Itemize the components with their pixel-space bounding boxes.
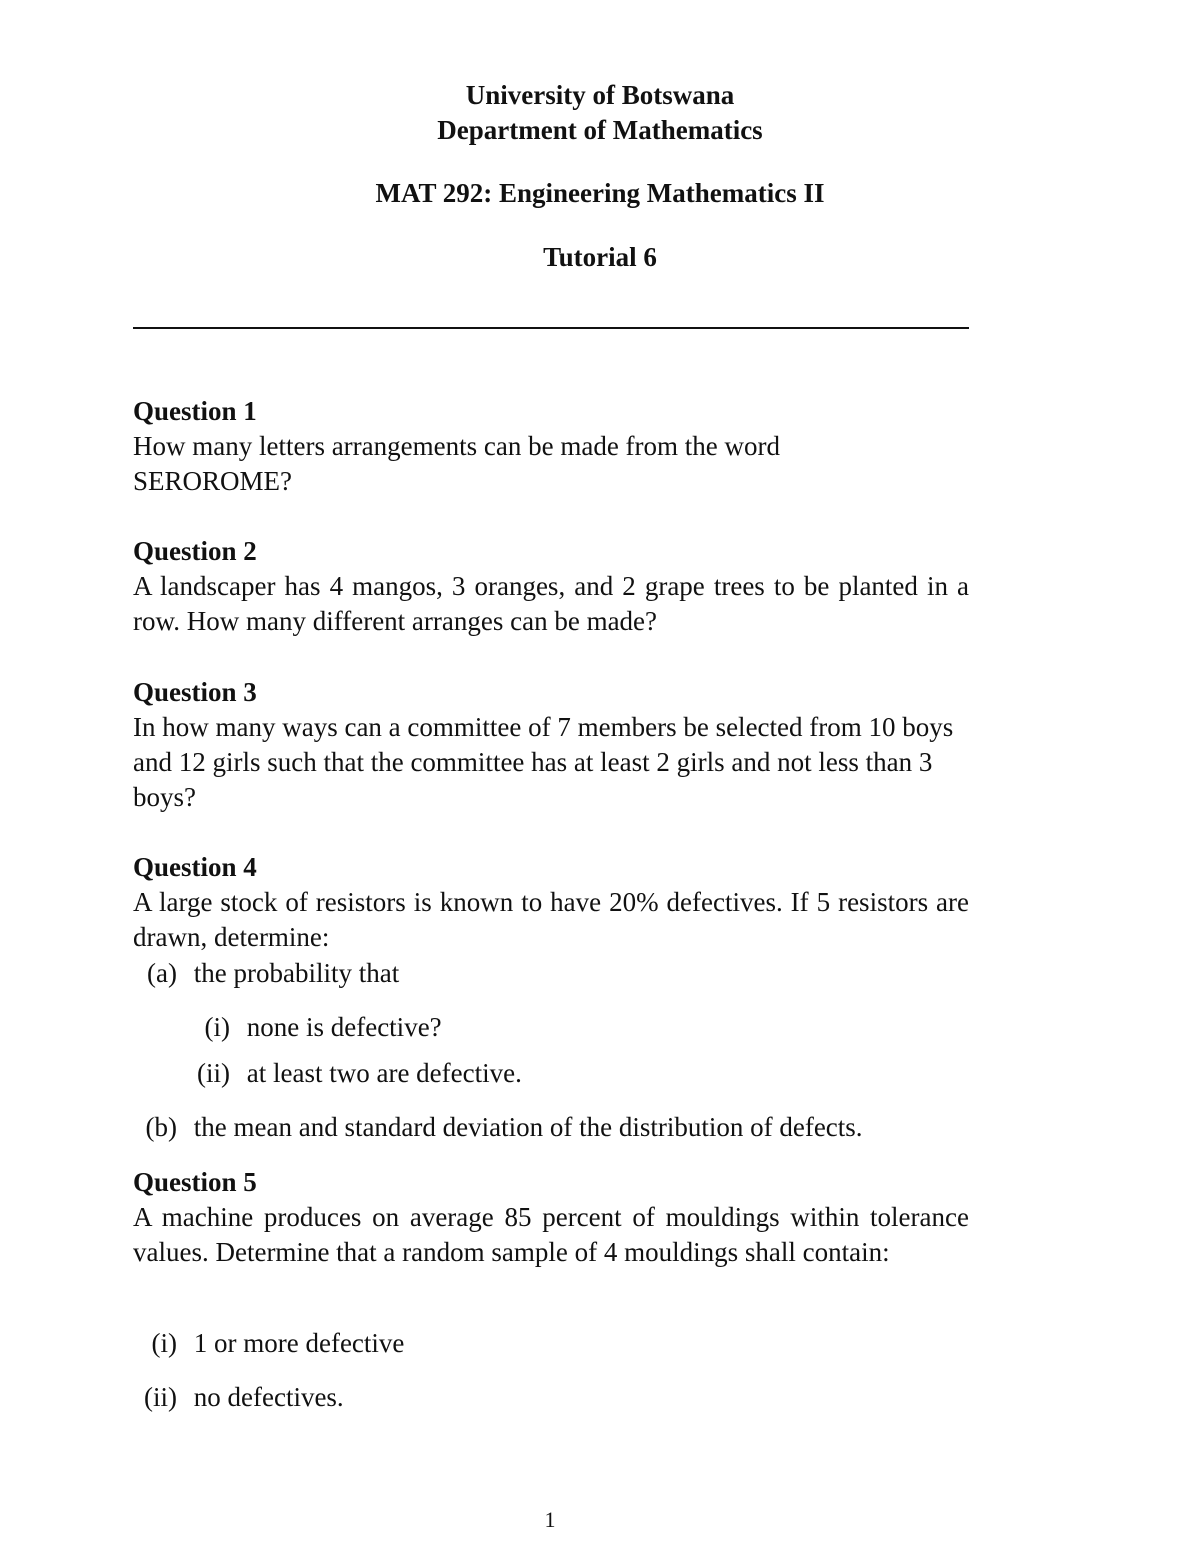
part-text: the mean and standard deviation of the distribution of defects.	[193, 1112, 863, 1142]
course-title: MAT 292: Engineering Mathematics II	[375, 178, 825, 208]
question-1-text-line-2: SEROROME?	[133, 466, 293, 496]
question-5-title: Question 5	[133, 1167, 257, 1197]
question-4-part-b	[133, 1110, 863, 1144]
question-4-part-a	[133, 956, 399, 990]
question-2-title: Question 2	[133, 536, 257, 566]
question-3-text: In how many ways can a committee of 7 members be selected from 10 boys and 12 girls such that the committee has at least 2 girls and not less than 3 boys?	[133, 712, 954, 812]
tutorial-title: Tutorial 6	[543, 242, 657, 272]
part-text: the probability that	[193, 958, 400, 988]
question-3-title: Question 3	[133, 677, 257, 707]
question-4-title: Question 4	[133, 852, 257, 882]
question-2-text: A landscaper has 4 mangos, 3 oranges, and 2 grape trees to be planted in a row. How many different arranges can be made?	[133, 571, 969, 636]
question-4-subpart-i	[175, 1010, 442, 1044]
question-1-text-line-1: How many letters arrangements can be made from the word	[133, 431, 781, 461]
question-4-text: A large stock of resistors is known to have 20% defectives. If 5 resistors are drawn, determine:	[133, 887, 969, 952]
part-text: 1 or more defective	[193, 1328, 405, 1358]
part-text: no defectives.	[193, 1382, 344, 1412]
page-number: 1	[544, 1507, 556, 1532]
part-label: (b)	[145, 1112, 177, 1142]
subpart-text: none is defective?	[246, 1012, 442, 1042]
subpart-label: (i)	[204, 1012, 230, 1042]
question-1-title: Question 1	[133, 396, 257, 426]
department-name: Department of Mathematics	[437, 115, 763, 145]
subpart-text: at least two are defective.	[246, 1058, 522, 1088]
question-4-subpart-ii	[175, 1056, 522, 1090]
question-5-text: A machine produces on average 85 percent of mouldings within tolerance values. Determine that a random sample of 4 mouldings shall contain:	[133, 1202, 969, 1267]
part-label: (ii)	[144, 1382, 177, 1412]
university-name: University of Botswana	[465, 80, 735, 110]
subpart-label: (ii)	[197, 1058, 230, 1088]
question-5-part-i	[133, 1326, 404, 1360]
header-divider	[133, 327, 969, 329]
part-label: (i)	[151, 1328, 177, 1358]
question-5-part-ii	[133, 1380, 344, 1414]
part-label: (a)	[147, 958, 177, 988]
